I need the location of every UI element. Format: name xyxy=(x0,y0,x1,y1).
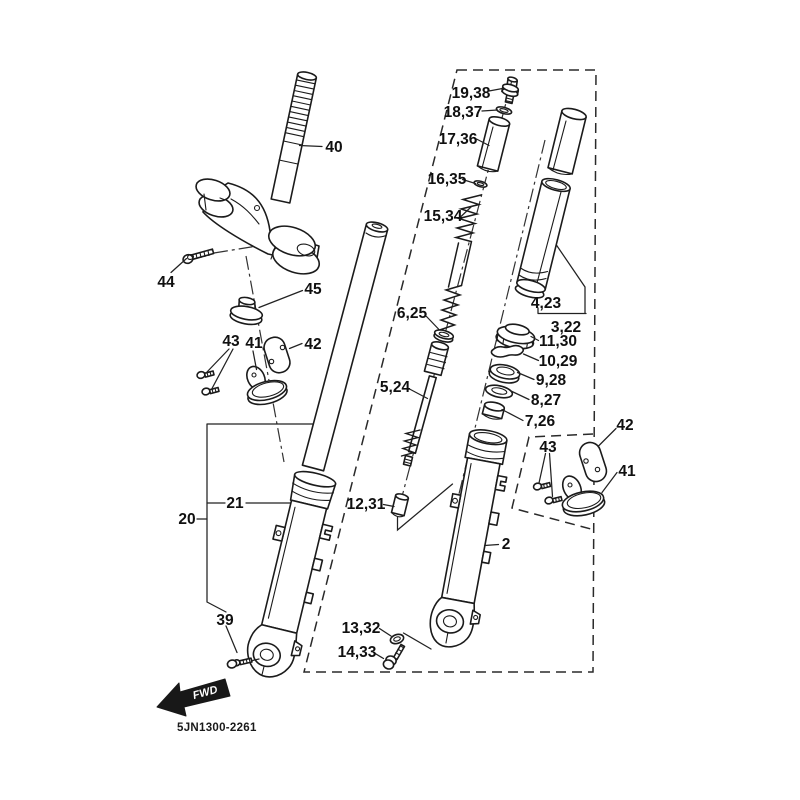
reflector xyxy=(261,335,292,376)
o-ring-18-37 xyxy=(496,105,513,115)
gasket-10-29 xyxy=(491,346,523,357)
drain-washer-13-32 xyxy=(389,633,405,646)
callout-11-30: 11,30 xyxy=(539,333,577,350)
callout-19-38: 19,38 xyxy=(451,85,491,102)
callout-17-36: 17,36 xyxy=(438,131,478,148)
callout-44: 44 xyxy=(157,274,175,291)
callout-41-left: 41 xyxy=(245,335,263,352)
callout-21: 21 xyxy=(226,495,244,512)
callout-42-left: 42 xyxy=(304,336,322,353)
callout-16-35: 16,35 xyxy=(427,171,467,188)
callout-9-28: 9,28 xyxy=(535,372,567,389)
right-inner-tube-lower xyxy=(514,176,571,300)
right-inner-tube-upper xyxy=(548,106,587,174)
callout-10-29: 10,29 xyxy=(538,353,578,370)
callout-40: 40 xyxy=(325,139,343,156)
callout-2: 2 xyxy=(501,536,511,553)
callout-4-23: 4,23 xyxy=(530,295,562,312)
callout-13-32: 13,32 xyxy=(341,620,381,637)
damper-tube-17-36 xyxy=(477,115,510,172)
air-valve-19-38 xyxy=(501,76,519,103)
callout-7-26: 7,26 xyxy=(524,413,556,430)
callout-41-right: 41 xyxy=(618,463,636,480)
callout-42-right: 42 xyxy=(616,417,634,434)
pinch-bolt-44 xyxy=(182,249,214,265)
callout-20: 20 xyxy=(178,511,196,528)
fwd-arrow-label: FWD xyxy=(191,683,219,703)
callout-8-27: 8,27 xyxy=(530,392,562,409)
reflector xyxy=(577,440,609,485)
callout-15-34: 15,34 xyxy=(423,208,463,225)
steering-stem-bracket xyxy=(193,71,323,280)
callout-45: 45 xyxy=(304,281,322,298)
drawing-number: 5JN1300-2261 xyxy=(177,722,257,734)
callout-43-right: 43 xyxy=(539,439,557,456)
callout-5-24: 5,24 xyxy=(379,379,411,396)
callout-6-25: 6,25 xyxy=(396,305,428,322)
callout-39: 39 xyxy=(216,612,234,629)
callout-43-left: 43 xyxy=(222,333,240,350)
oil-seal-9-28 xyxy=(488,362,521,385)
oil-lock-piece-12-31 xyxy=(392,493,409,517)
callout-3-22: 3,22 xyxy=(550,319,582,336)
fwd-arrow xyxy=(157,679,230,716)
callout-18-37: 18,37 xyxy=(443,104,483,121)
damper-rod-5-24 xyxy=(402,340,450,466)
callout-12-31: 12,31 xyxy=(346,496,386,513)
drain-bolt-14-33 xyxy=(382,645,404,671)
callout-14-33: 14,33 xyxy=(337,644,377,661)
washer-8-27 xyxy=(485,383,514,400)
dust-cover-45 xyxy=(229,296,263,326)
